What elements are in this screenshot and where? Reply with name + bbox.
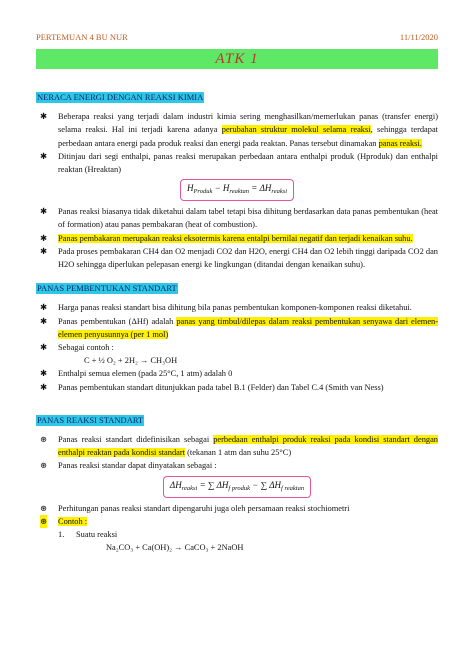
asterisk-bullet-icon: ✱ [40, 111, 48, 122]
highlight: perubahan struktur molekul selama reaksi [221, 125, 371, 135]
circle-dot-bullet-icon: ⊛ [40, 434, 48, 445]
equation-box: $\Delta H_{reaksi}$ = ∑ $\Delta H_{f produk}$ − ∑ $\Delta H_{f reaktan}$ [163, 476, 311, 498]
reaction-example: C + ½ O₂ + 2H₂ → CH₃OH [84, 356, 178, 366]
asterisk-bullet-icon: ✱ [40, 381, 48, 392]
asterisk-bullet-icon: ✱ [40, 368, 48, 379]
list-item: ✱ Harga panas reaksi standart bisa dihitung bila panas pembentukan komponen-komponen reaksi diketahui. [36, 301, 438, 314]
asterisk-bullet-icon: ✱ [40, 302, 48, 313]
header-date: 11/11/2020 [399, 32, 438, 42]
asterisk-bullet-icon: ✱ [40, 245, 48, 256]
circle-dot-bullet-icon: ⊛ [40, 515, 47, 528]
numbered-item: 1. Suatu reaksi [58, 530, 118, 540]
title-band [36, 49, 438, 69]
highlight: panas yang timbul/dilepas dalam reaksi pembentukan senyawa dari elemen-elemen penyusunnya (per 1 mol) [58, 316, 439, 339]
asterisk-bullet-icon: ✱ [40, 232, 48, 243]
list-item: ✱ Ditinjau dari segi enthalpi, panas reaksi merupakan perbedaan antara enthalpi produk (Hproduk) dan enthalpi reaktan (Hreaktan) [40, 150, 438, 175]
list-item: ✱ Panas pembentukan (ΔHf) adalah panas yang timbul/dilepas dalam reaksi pembentukan senyawa dari elemen-elemen penyusunnya (per 1 mol) [40, 315, 439, 339]
asterisk-bullet-icon: ✱ [40, 206, 48, 217]
list-item: ✱ Pada proses pembakaran CH4 dan O2 menjadi CO2 dan H2O, energi CH4 dan O2 lebih tinggi daripada CO2 dan H2O sehingga diperlukan pelepasan energi ke lingkungan (ditandai dengan kenaikan suhu). [40, 245, 438, 270]
highlight: perbedaan enthalpi produk reaksi pada kondisi standart dengan enthalpi reaktan pada kondisi standart [58, 435, 438, 458]
highlight: Panas pembakaran merupakan reaksi eksotermis karena entalpi bernilai negatif dan terjadi kenaikan suhu. [58, 233, 413, 243]
page-title: ATK 1 [215, 51, 259, 67]
list-item: ✱ Panas reaksi biasanya tidak diketahui dalam tabel tetapi bisa dihitung berdasarkan data panas pembentukan (heat of formation) atau panas pembakaran (heat of combustion). [40, 206, 438, 230]
list-item: ⊛ Panas reaksi standart didefinisikan sebagai perbedaan enthalpi produk reaksi pada kondisi standart dengan enthalpi reaktan pada kondisi standart (tekanan 1 atm dan suhu 25°C) [40, 434, 438, 458]
list-item: ⊛ Perhitungan panas reaksi standart dipengaruhi juga oleh persamaan reaksi stochiometri [36, 502, 438, 515]
list-item: ✱ Sebagai contoh : [36, 341, 438, 354]
page-header [36, 32, 438, 46]
circle-dot-bullet-icon: ⊛ [40, 502, 48, 513]
list-item: ✱ Beberapa reaksi yang terjadi dalam industri kimia sering menghasilkan/memerlukan panas (transfer energi) selama reaksi. Hal ini terjadi karena adanya perubahan struktur molekul selama reaksi, sehingga terdapat perbedaan antara energi pada produk reaksi dan energi pada reaktan. Panas tersebut dinamakan panas reaksi. [40, 111, 438, 148]
highlight: panas reaksi. [378, 138, 422, 148]
list-item [36, 515, 438, 528]
equation-box: $H_{Produk} - H_{reaktan} = \Delta H_{reaksi}$ [180, 179, 294, 201]
section-heading-reaksi-standart: PANAS REAKSI STANDART [37, 414, 144, 425]
asterisk-bullet-icon: ✱ [40, 315, 48, 326]
document-body [36, 89, 438, 554]
list-item: ✱ Panas pembentukan standart ditunjukkan pada tabel B.1 (Felder) dan Tabel C.4 (Smith van Ness) [36, 381, 438, 394]
asterisk-bullet-icon: ✱ [40, 150, 48, 161]
header-left: PERTEMUAN 4 BU NUR [36, 32, 128, 42]
circle-dot-bullet-icon: ⊛ [40, 460, 48, 471]
section-heading-neraca: NERACA ENERGI DENGAN REAKSI KIMIA [37, 92, 204, 102]
list-item: ✱ Enthalpi semua elemen (pada 25°C, 1 atm) adalah 0 [36, 367, 438, 380]
highlight: Contoh : [58, 516, 88, 526]
list-item [36, 232, 438, 245]
list-item: ⊛ Panas reaksi standar dapat dinyatakan sebagai : [36, 459, 438, 472]
asterisk-bullet-icon: ✱ [40, 342, 48, 353]
reaction-example: Na₂CO₃ + Ca(OH)₂ → CaCO₃ + 2NaOH [106, 543, 244, 553]
section-heading-pembentukan: PANAS PEMBENTUKAN STANDART [37, 283, 177, 294]
